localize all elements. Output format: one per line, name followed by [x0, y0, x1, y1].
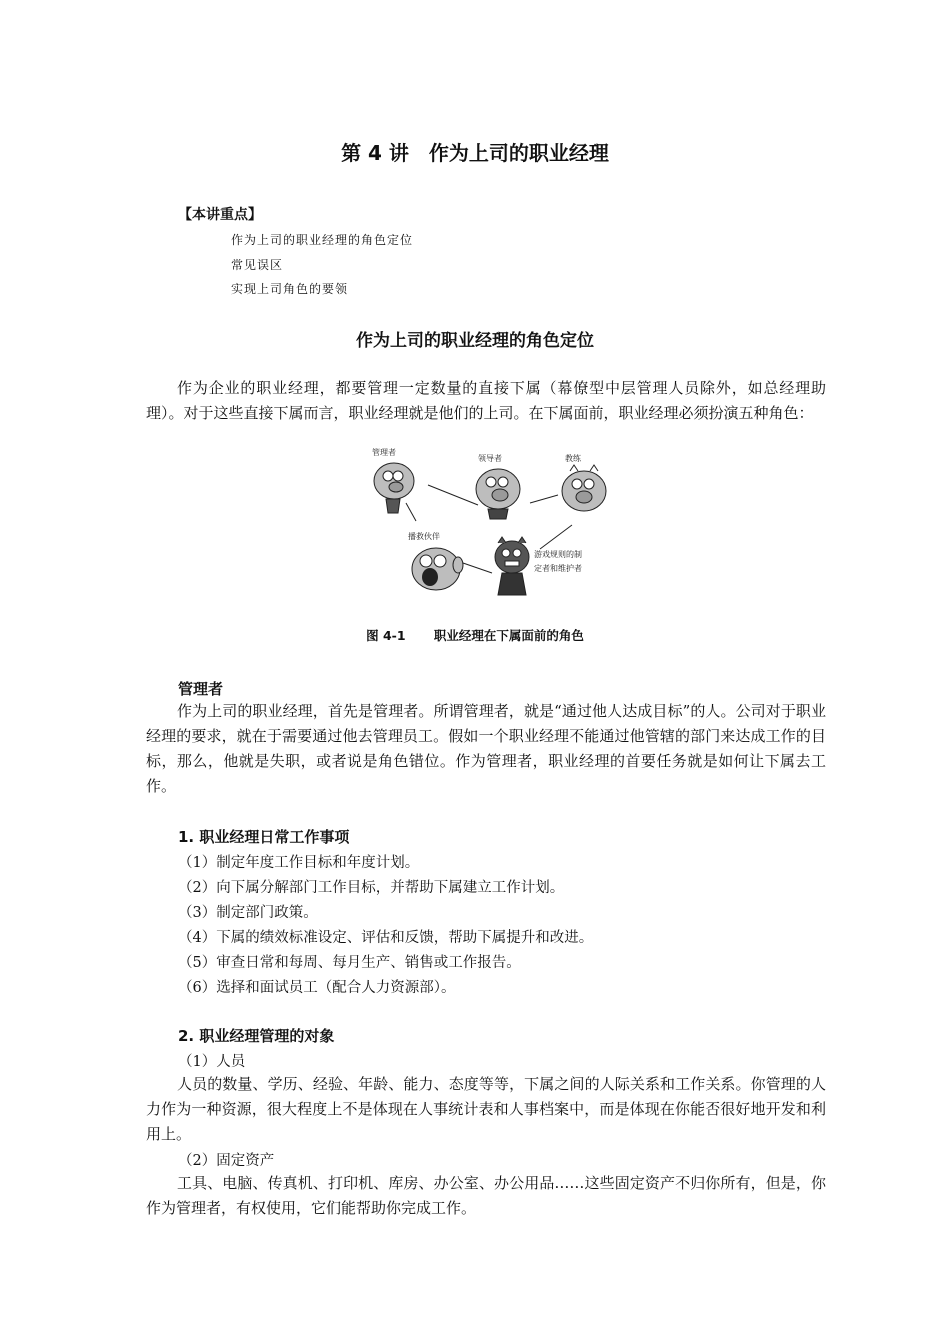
leader-label: 领导者 — [478, 454, 502, 463]
objects-heading: 2. 职业经理管理的对象 — [178, 1027, 335, 1045]
leader-figure — [476, 469, 520, 519]
list-item: （2）向下属分解部门工作目标，并帮助下属建立工作计划。 — [178, 880, 565, 896]
key-points-heading: 【本讲重点】 — [178, 207, 262, 223]
intro-paragraph: 作为企业的职业经理，都要管理一定数量的直接下属（幕僚型中层管理人员除外，如总经理助理）。对于这些直接下属而言，职业经理就是他们的上司。在下属面前，职业经理必须扮演五种角色： — [146, 379, 826, 422]
manager-paragraph: 作为上司的职业经理，首先是管理者。所谓管理者，就是“通过他人达成目标”的人。公司对于职业经理的要求，就在于需要通过他去管理员工。假如一个职业经理不能通过他管辖的部门来达成工作的目标，那么，他就是失职，或者说是角色错位。作为管理者，职业经理的首要任务就是如何让下属去工作。 — [146, 702, 826, 795]
figure-caption-text: 职业经理在下属面前的角色 — [433, 628, 584, 643]
connector-line — [463, 563, 492, 573]
people-paragraph: 人员的数量、学历、经验、年龄、能力、态度等等，下属之间的人际关系和工作关系。你管理的人力作为一种资源，很大程度上不是体现在人事统计表和人事档案中，而是体现在你能否很好地开发和利用上。 — [146, 1075, 826, 1143]
key-point-item: 作为上司的职业经理的角色定位 — [231, 233, 414, 247]
key-point-item: 常见误区 — [231, 258, 284, 272]
connector-line — [530, 495, 558, 503]
list-item: （3）制定部门政策。 — [178, 905, 318, 921]
roles-illustration — [360, 445, 620, 605]
figure-caption — [0, 626, 950, 644]
partner-figure — [412, 548, 463, 590]
manager-figure — [374, 463, 414, 513]
rules-label-line1: 游戏规则的制 — [534, 550, 582, 559]
key-point-item: 实现上司角色的要领 — [231, 282, 349, 296]
list-item: （1）制定年度工作目标和年度计划。 — [178, 855, 420, 871]
connector-line — [428, 485, 478, 505]
figure-caption-number: 图 4-1 — [366, 628, 406, 643]
daily-tasks-heading: 1. 职业经理日常工作事项 — [178, 828, 350, 846]
assets-paragraph: 工具、电脑、传真机、打印机、库房、办公室、办公用品……这些固定资产不归你所有，但是，你作为管理者，有权使用，它们能帮助你完成工作。 — [146, 1174, 826, 1217]
rules-label-line2: 定者和维护者 — [534, 564, 582, 573]
list-item: （6）选择和面试员工（配合人力资源部）。 — [178, 980, 456, 996]
manager-heading: 管理者 — [178, 680, 224, 698]
rules-keeper-figure — [495, 537, 529, 595]
partner-label: 播救伙伴 — [408, 532, 440, 541]
connector-line — [406, 503, 416, 521]
coach-label: 教练 — [565, 454, 581, 463]
coach-figure — [562, 465, 606, 511]
list-item: （5）审查日常和每周、每月生产、销售或工作报告。 — [178, 955, 521, 971]
section-heading: 作为上司的职业经理的角色定位 — [356, 331, 594, 351]
assets-label: （2）固定资产 — [178, 1153, 275, 1169]
page-title: 第 4 讲 作为上司的职业经理 — [341, 141, 609, 165]
manager-label: 管理者 — [372, 448, 396, 457]
connector-line — [540, 525, 572, 549]
people-label: （1）人员 — [178, 1054, 246, 1070]
list-item: （4）下属的绩效标准设定、评估和反馈，帮助下属提升和改进。 — [178, 930, 594, 946]
